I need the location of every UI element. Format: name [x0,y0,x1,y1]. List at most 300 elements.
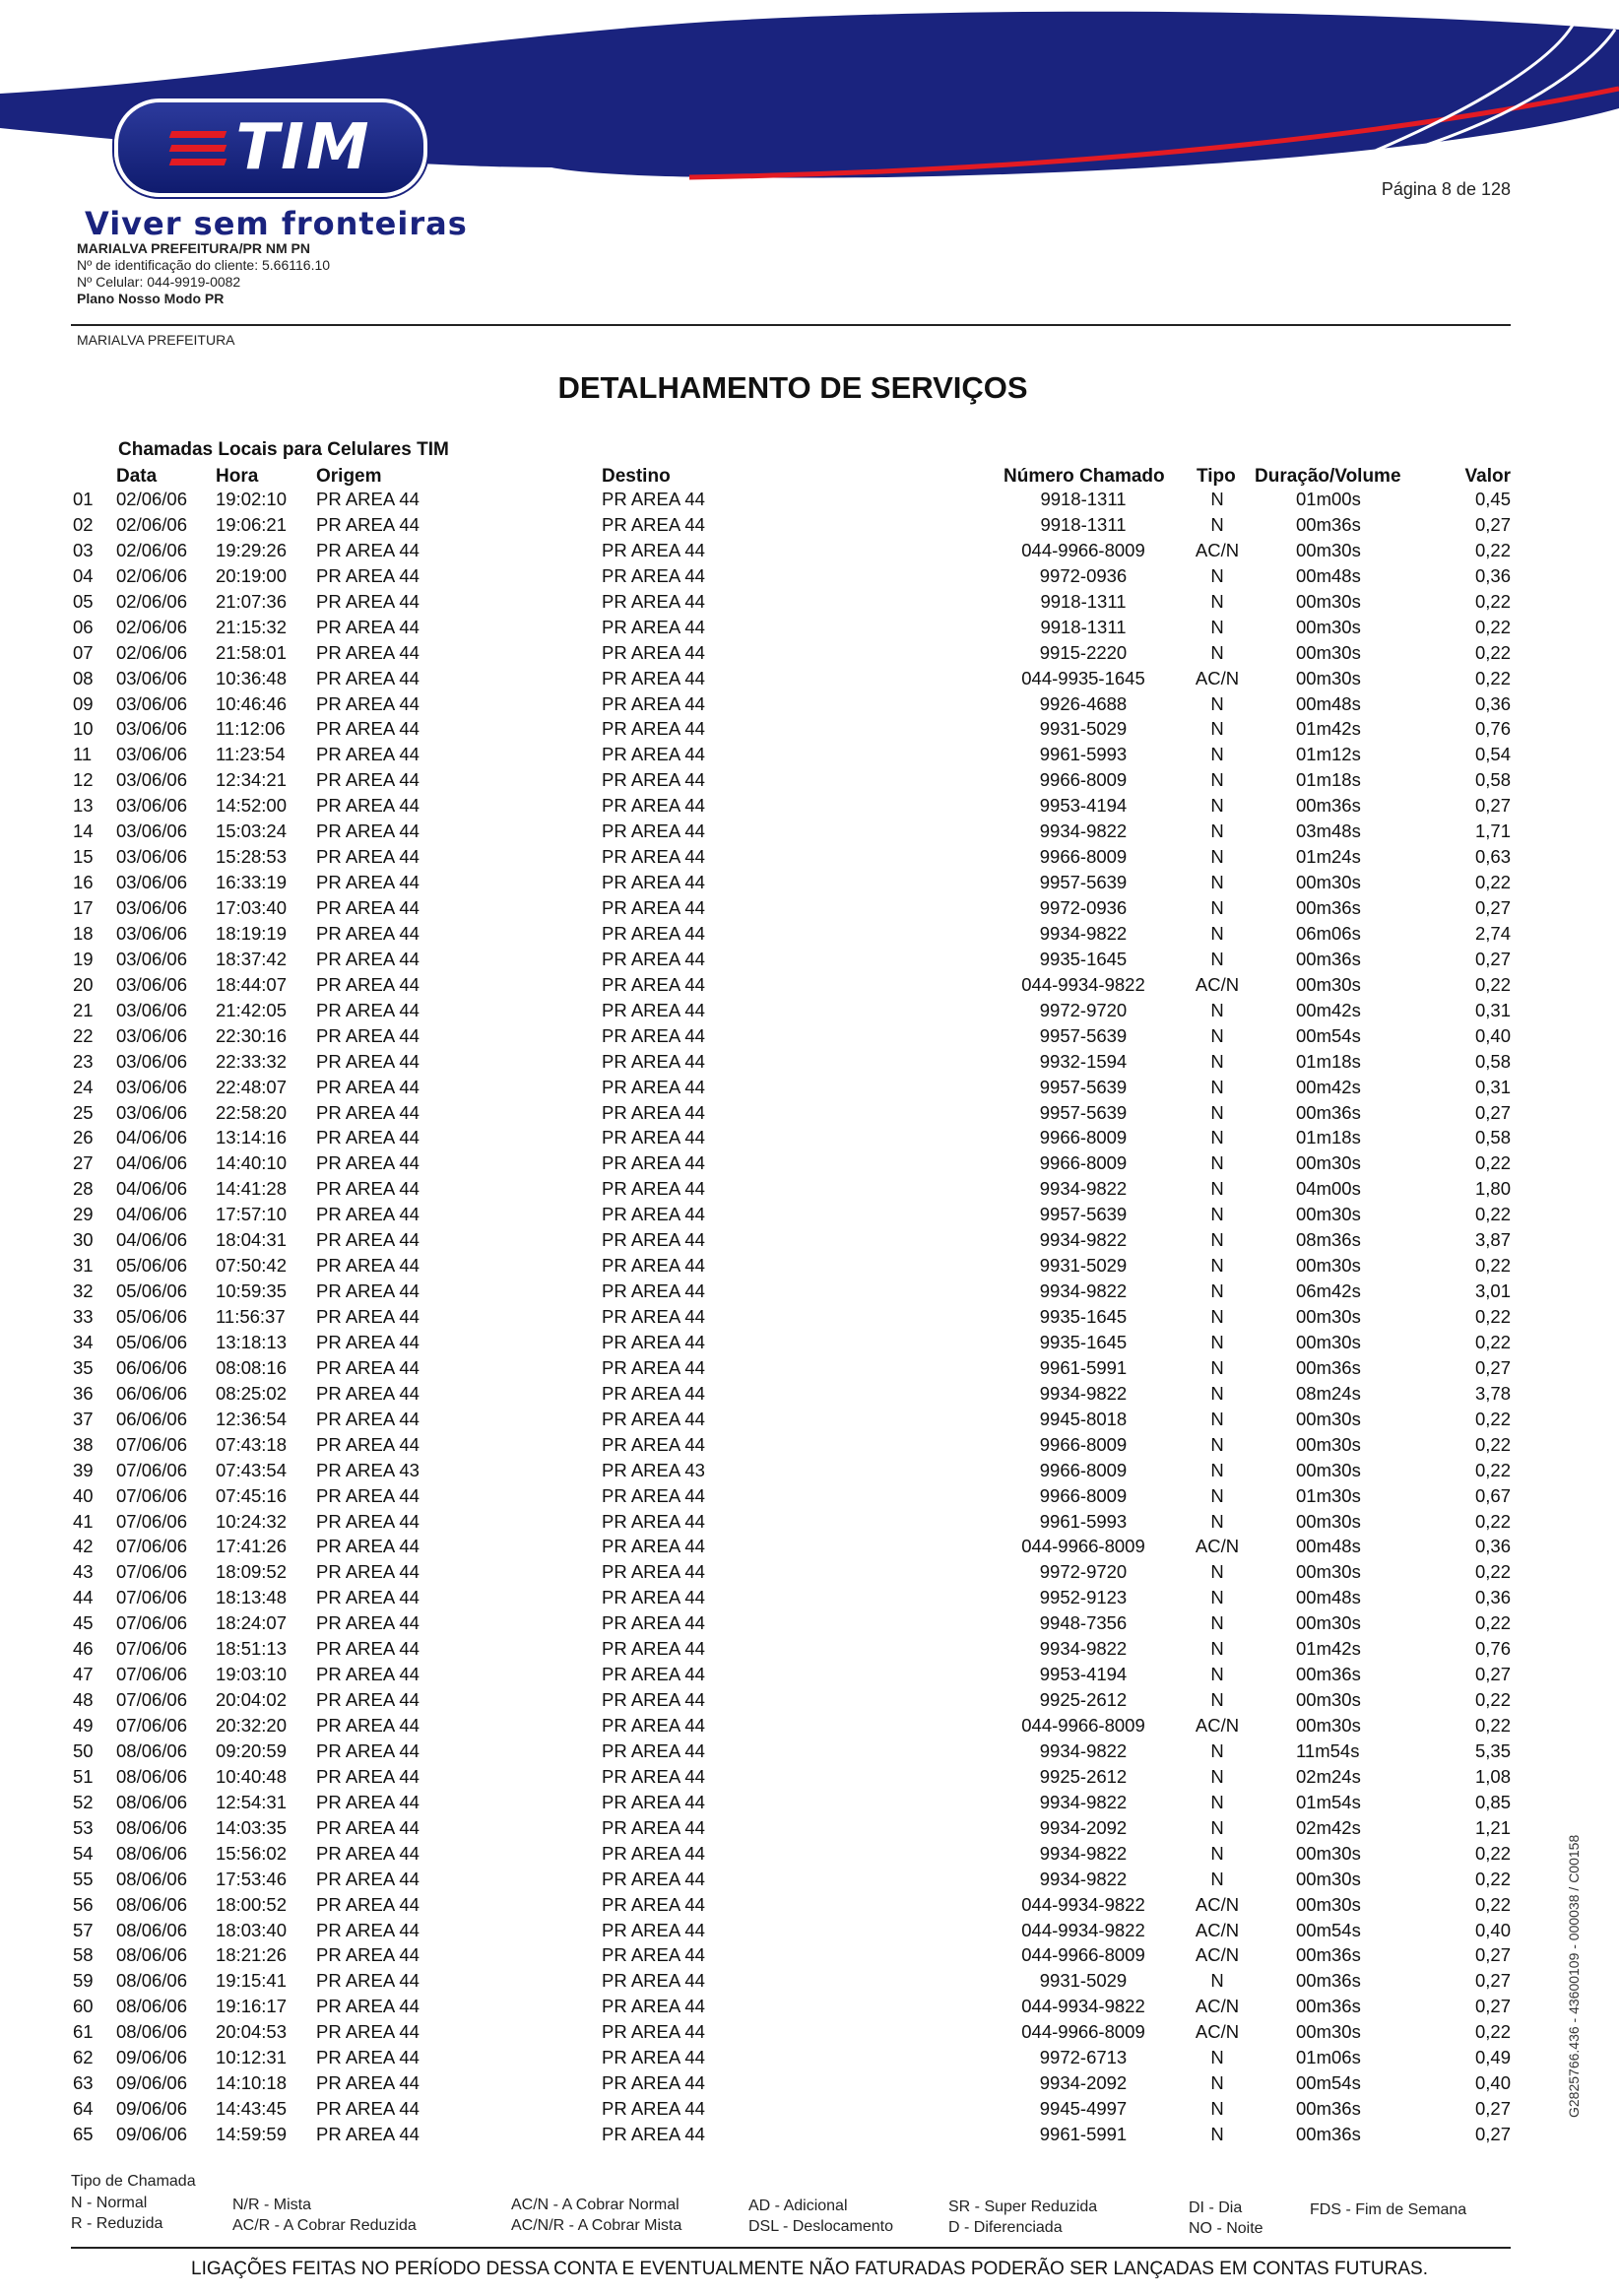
call-type: N [1210,769,1224,791]
call-destination: PR AREA 44 [602,1612,705,1634]
call-destination: PR AREA 44 [602,1842,705,1864]
call-duration: 00m36s [1296,948,1361,969]
call-destination: PR AREA 44 [602,1715,705,1736]
table-row [0,1687,1619,1713]
row-number: 52 [73,1791,94,1812]
call-value: 0,22 [1474,1510,1511,1532]
row-number: 35 [73,1356,94,1378]
call-origin: PR AREA 44 [316,590,420,612]
call-value: 0,76 [1474,1638,1511,1660]
call-date: 05/06/06 [116,1280,188,1302]
row-number: 41 [73,1510,94,1532]
call-duration: 00m30s [1296,1306,1361,1327]
legend-adicional: AD - Adicional [748,2198,848,2214]
called-number: 9931-5029 [1039,1970,1128,1992]
call-destination: PR AREA 44 [602,1076,705,1097]
call-time: 19:02:10 [216,489,288,509]
call-origin: PR AREA 44 [316,1996,420,2017]
call-duration: 00m30s [1296,590,1361,612]
called-number: 9966-8009 [1039,1459,1128,1480]
table-row [0,1867,1619,1892]
call-type: AC/N [1195,667,1240,689]
call-value: 1,80 [1474,1178,1511,1200]
call-date: 03/06/06 [116,1050,188,1072]
called-number: 9945-8018 [1039,1408,1128,1429]
called-number: 9931-5029 [1039,1255,1128,1277]
row-number: 25 [73,1101,94,1123]
call-date: 08/06/06 [116,1765,188,1787]
call-type: N [1210,1152,1224,1174]
called-number: 044-9966-8009 [1021,1715,1145,1736]
call-time: 19:29:26 [216,539,288,560]
called-number: 9961-5993 [1039,744,1128,765]
table-row [0,1150,1619,1176]
call-time: 14:03:35 [216,1816,288,1838]
row-number: 14 [73,820,94,842]
table-row [0,1304,1619,1330]
called-number: 9926-4688 [1039,692,1128,714]
call-origin: PR AREA 44 [316,2124,420,2144]
table-row [0,691,1619,717]
called-number: 9925-2612 [1039,1689,1128,1711]
call-value: 0,67 [1474,1484,1511,1506]
call-value: 0,58 [1474,1127,1511,1148]
call-date: 08/06/06 [116,1816,188,1838]
table-row [0,1381,1619,1407]
call-date: 08/06/06 [116,1919,188,1940]
col-header-duracao: Duração/Volume [1255,466,1401,487]
row-number: 17 [73,897,94,918]
call-duration: 04m00s [1296,1178,1361,1200]
call-duration: 00m30s [1296,1459,1361,1480]
row-number: 49 [73,1715,94,1736]
call-date: 03/06/06 [116,948,188,969]
call-destination: PR AREA 44 [602,564,705,586]
call-type: N [1210,1612,1224,1634]
call-destination: PR AREA 44 [602,1331,705,1352]
called-number: 044-9934-9822 [1021,1996,1145,2017]
call-time: 08:25:02 [216,1382,288,1404]
call-origin: PR AREA 44 [316,1715,420,1736]
call-value: 0,22 [1474,539,1511,560]
table-row [0,1176,1619,1202]
called-number: 9934-9822 [1039,1382,1128,1404]
table-row [0,2019,1619,2045]
called-number: 9934-9822 [1039,1638,1128,1660]
call-duration: 01m42s [1296,718,1361,740]
call-destination: PR AREA 44 [602,513,705,535]
call-date: 02/06/06 [116,564,188,586]
call-origin: PR AREA 44 [316,1612,420,1634]
call-origin: PR AREA 44 [316,1944,420,1966]
call-type: N [1210,744,1224,765]
called-number: 9966-8009 [1039,1152,1128,1174]
call-origin: PR AREA 44 [316,1893,420,1915]
call-duration: 00m36s [1296,1996,1361,2017]
call-time: 17:53:46 [216,1868,288,1889]
call-origin: PR AREA 44 [316,1536,420,1557]
call-duration: 01m18s [1296,769,1361,791]
client-info [77,240,330,307]
call-origin: PR AREA 44 [316,1178,420,1200]
table-row [0,1738,1619,1764]
call-type: N [1210,2072,1224,2094]
call-destination: PR AREA 44 [602,1689,705,1711]
call-duration: 00m36s [1296,1101,1361,1123]
call-date: 07/06/06 [116,1638,188,1660]
call-origin: PR AREA 44 [316,641,420,663]
call-origin: PR AREA 44 [316,744,420,765]
legend-super-reduzida: SR - Super Reduzida [948,2198,1098,2215]
call-duration: 00m54s [1296,1919,1361,1940]
table-row [0,1330,1619,1355]
call-time: 20:04:02 [216,1689,288,1711]
call-origin: PR AREA 44 [316,1152,420,1174]
call-duration: 00m30s [1296,1408,1361,1429]
table-row [0,1355,1619,1381]
call-date: 08/06/06 [116,1868,188,1889]
legend-reduzida: R - Reduzida [71,2215,163,2232]
call-origin: PR AREA 44 [316,795,420,817]
call-type: N [1210,718,1224,740]
call-time: 21:42:05 [216,999,288,1020]
call-value: 0,22 [1474,1306,1511,1327]
call-value: 0,49 [1474,2047,1511,2068]
call-origin: PR AREA 44 [316,1739,420,1761]
call-value: 3,01 [1474,1280,1511,1302]
call-origin: PR AREA 44 [316,1638,420,1660]
called-number: 9932-1594 [1039,1050,1128,1072]
call-value: 0,22 [1474,641,1511,663]
call-time: 13:14:16 [216,1127,288,1148]
call-type: N [1210,1280,1224,1302]
table-row [0,947,1619,972]
header-divider [71,324,1511,326]
call-origin: PR AREA 43 [316,1459,420,1480]
call-destination: PR AREA 44 [602,1356,705,1378]
row-number: 39 [73,1459,94,1480]
call-time: 21:58:01 [216,641,288,663]
call-destination: PR AREA 44 [602,1510,705,1532]
called-number: 9952-9123 [1039,1587,1128,1608]
call-destination: PR AREA 44 [602,718,705,740]
call-value: 0,22 [1474,616,1511,637]
call-destination: PR AREA 44 [602,1944,705,1966]
call-value: 0,54 [1474,744,1511,765]
call-duration: 01m12s [1296,744,1361,765]
table-row [0,640,1619,666]
call-destination: PR AREA 44 [602,769,705,791]
call-date: 03/06/06 [116,769,188,791]
call-destination: PR AREA 44 [602,2098,705,2120]
table-row [0,1662,1619,1687]
call-date: 07/06/06 [116,1715,188,1736]
call-destination: PR AREA 44 [602,1408,705,1429]
call-time: 21:07:36 [216,590,288,612]
call-duration: 03m48s [1296,820,1361,842]
call-type: N [1210,846,1224,868]
call-destination: PR AREA 44 [602,744,705,765]
call-value: 0,27 [1474,1996,1511,2017]
row-number: 58 [73,1944,94,1966]
call-destination: PR AREA 44 [602,846,705,868]
call-destination: PR AREA 44 [602,1664,705,1685]
called-number: 9966-8009 [1039,1127,1128,1148]
call-time: 11:23:54 [216,744,286,765]
col-header-origem: Origem [316,466,382,487]
row-number: 05 [73,590,94,612]
called-number: 9966-8009 [1039,1484,1128,1506]
call-type: AC/N [1195,2021,1240,2043]
called-number: 044-9966-8009 [1021,1944,1145,1966]
call-value: 0,27 [1474,1970,1511,1992]
table-row [0,1023,1619,1049]
call-type: AC/N [1195,1536,1240,1557]
call-date: 03/06/06 [116,820,188,842]
row-number: 34 [73,1331,94,1352]
call-origin: PR AREA 44 [316,564,420,586]
call-value: 0,27 [1474,513,1511,535]
call-destination: PR AREA 44 [602,616,705,637]
legend-deslocamento: DSL - Deslocamento [748,2218,894,2235]
row-number: 51 [73,1765,94,1787]
call-value: 0,40 [1474,2072,1511,2094]
call-origin: PR AREA 44 [316,1101,420,1123]
call-duration: 00m30s [1296,1868,1361,1889]
call-time: 19:03:10 [216,1664,288,1685]
document-title: DETALHAMENTO DE SERVIÇOS [557,370,1028,405]
call-value: 0,22 [1474,1689,1511,1711]
call-type: N [1210,513,1224,535]
called-number: 9918-1311 [1040,616,1127,637]
called-number: 9953-4194 [1039,795,1128,817]
call-origin: PR AREA 44 [316,820,420,842]
legend-fim-de-semana: FDS - Fim de Semana [1310,2201,1467,2218]
call-duration: 00m30s [1296,539,1361,560]
call-type: N [1210,1229,1224,1251]
call-origin: PR AREA 44 [316,1689,420,1711]
col-header-hora: Hora [216,466,259,487]
call-time: 17:57:10 [216,1204,288,1225]
call-origin: PR AREA 44 [316,489,420,509]
call-value: 0,58 [1474,769,1511,791]
called-number: 044-9966-8009 [1021,539,1145,560]
call-value: 0,22 [1474,872,1511,893]
call-duration: 02m42s [1296,1816,1361,1838]
table-row [0,1636,1619,1662]
call-destination: PR AREA 44 [602,1587,705,1608]
call-type: N [1210,489,1224,509]
call-value: 0,40 [1474,1919,1511,1940]
call-value: 0,27 [1474,1664,1511,1685]
call-type: N [1210,1459,1224,1480]
call-time: 08:08:16 [216,1356,288,1378]
call-type: N [1210,1638,1224,1660]
brand-slogan: Viver sem fronteiras [85,205,468,242]
footer-divider [71,2247,1511,2249]
call-value: 0,76 [1474,718,1511,740]
call-origin: PR AREA 44 [316,1510,420,1532]
call-time: 17:41:26 [216,1536,288,1557]
call-destination: PR AREA 44 [602,1433,705,1455]
legend-title: Tipo de Chamada [71,2173,196,2190]
call-duration: 00m36s [1296,1970,1361,1992]
call-destination: PR AREA 44 [602,1204,705,1225]
call-time: 18:13:48 [216,1587,288,1608]
call-type: N [1210,2124,1224,2144]
call-time: 20:32:20 [216,1715,288,1736]
call-value: 0,22 [1474,1152,1511,1174]
call-value: 1,71 [1474,820,1511,842]
call-value: 0,27 [1474,1356,1511,1378]
call-origin: PR AREA 44 [316,1664,420,1685]
call-date: 02/06/06 [116,641,188,663]
call-type: N [1210,1101,1224,1123]
call-duration: 00m30s [1296,1152,1361,1174]
called-number: 9931-5029 [1039,718,1128,740]
called-number: 9945-4997 [1039,2098,1128,2120]
call-destination: PR AREA 44 [602,641,705,663]
call-time: 10:24:32 [216,1510,288,1532]
called-number: 9934-9822 [1039,1178,1128,1200]
row-number: 10 [73,718,94,740]
call-origin: PR AREA 44 [316,2072,420,2094]
call-date: 03/06/06 [116,846,188,868]
call-value: 0,22 [1474,1561,1511,1583]
call-duration: 00m30s [1296,1842,1361,1864]
row-number: 47 [73,1664,94,1685]
call-date: 03/06/06 [116,973,188,995]
table-row [0,1279,1619,1304]
called-number: 9934-2092 [1039,1816,1128,1838]
called-number: 9934-9822 [1039,1791,1128,1812]
called-number: 9966-8009 [1039,846,1128,868]
call-value: 0,36 [1474,1536,1511,1557]
table-row [0,767,1619,793]
call-duration: 00m30s [1296,667,1361,689]
call-date: 09/06/06 [116,2047,188,2068]
call-destination: PR AREA 44 [602,590,705,612]
row-number: 43 [73,1561,94,1583]
call-value: 0,58 [1474,1050,1511,1072]
call-destination: PR AREA 44 [602,1127,705,1148]
call-duration: 00m54s [1296,1024,1361,1046]
call-destination: PR AREA 43 [602,1459,705,1480]
call-date: 03/06/06 [116,795,188,817]
table-row [0,2070,1619,2096]
call-time: 18:21:26 [216,1944,288,1966]
call-destination: PR AREA 44 [602,1050,705,1072]
table-row [0,793,1619,819]
row-number: 32 [73,1280,94,1302]
row-number: 20 [73,973,94,995]
row-number: 30 [73,1229,94,1251]
call-origin: PR AREA 44 [316,872,420,893]
call-destination: PR AREA 44 [602,1306,705,1327]
call-origin: PR AREA 44 [316,1356,420,1378]
row-number: 16 [73,872,94,893]
call-type: N [1210,616,1224,637]
call-type: N [1210,1178,1224,1200]
table-row [0,1075,1619,1100]
call-date: 03/06/06 [116,667,188,689]
call-duration: 00m30s [1296,2021,1361,2043]
call-origin: PR AREA 44 [316,1433,420,1455]
row-number: 11 [73,744,93,765]
call-date: 08/06/06 [116,2021,188,2043]
call-type: N [1210,1689,1224,1711]
table-row [0,1049,1619,1075]
table-row [0,998,1619,1023]
call-time: 10:40:48 [216,1765,288,1787]
call-value: 0,31 [1474,999,1511,1020]
call-duration: 08m36s [1296,1229,1361,1251]
call-type: N [1210,1356,1224,1378]
called-number: 9961-5991 [1039,2124,1128,2144]
call-value: 0,45 [1474,489,1511,509]
row-number: 07 [73,641,94,663]
call-time: 07:43:54 [216,1459,288,1480]
table-row [0,1227,1619,1253]
call-type: AC/N [1195,539,1240,560]
row-number: 26 [73,1127,94,1148]
call-time: 15:56:02 [216,1842,288,1864]
table-row [0,1764,1619,1790]
call-type: N [1210,590,1224,612]
legend-a-cobrar-normal: AC/N - A Cobrar Normal [511,2197,680,2213]
call-date: 03/06/06 [116,922,188,944]
call-destination: PR AREA 44 [602,1152,705,1174]
call-origin: PR AREA 44 [316,667,420,689]
call-duration: 00m36s [1296,513,1361,535]
row-number: 50 [73,1739,94,1761]
call-date: 07/06/06 [116,1536,188,1557]
table-row [0,895,1619,921]
table-row [0,563,1619,589]
call-date: 07/06/06 [116,1484,188,1506]
called-number: 9957-5639 [1039,1204,1128,1225]
call-duration: 00m30s [1296,1689,1361,1711]
call-time: 14:41:28 [216,1178,288,1200]
call-value: 0,22 [1474,1331,1511,1352]
call-date: 06/06/06 [116,1408,188,1429]
call-type: N [1210,948,1224,969]
call-origin: PR AREA 44 [316,539,420,560]
table-row [0,512,1619,538]
call-duration: 08m24s [1296,1382,1361,1404]
call-time: 22:30:16 [216,1024,288,1046]
call-date: 02/06/06 [116,539,188,560]
row-number: 44 [73,1587,94,1608]
row-number: 61 [73,2021,94,2043]
call-time: 21:15:32 [216,616,288,637]
call-time: 12:36:54 [216,1408,288,1429]
call-value: 0,22 [1474,1893,1511,1915]
call-date: 02/06/06 [116,590,188,612]
row-number: 60 [73,1996,94,2017]
table-row [0,1585,1619,1610]
table-row [0,615,1619,640]
call-duration: 00m30s [1296,1204,1361,1225]
call-origin: PR AREA 44 [316,1970,420,1992]
call-duration: 00m36s [1296,1664,1361,1685]
call-value: 0,22 [1474,1612,1511,1634]
call-time: 14:52:00 [216,795,288,817]
plan-name: Plano Nosso Modo PR [77,291,225,306]
call-date: 05/06/06 [116,1306,188,1327]
table-row [0,742,1619,767]
call-origin: PR AREA 44 [316,769,420,791]
